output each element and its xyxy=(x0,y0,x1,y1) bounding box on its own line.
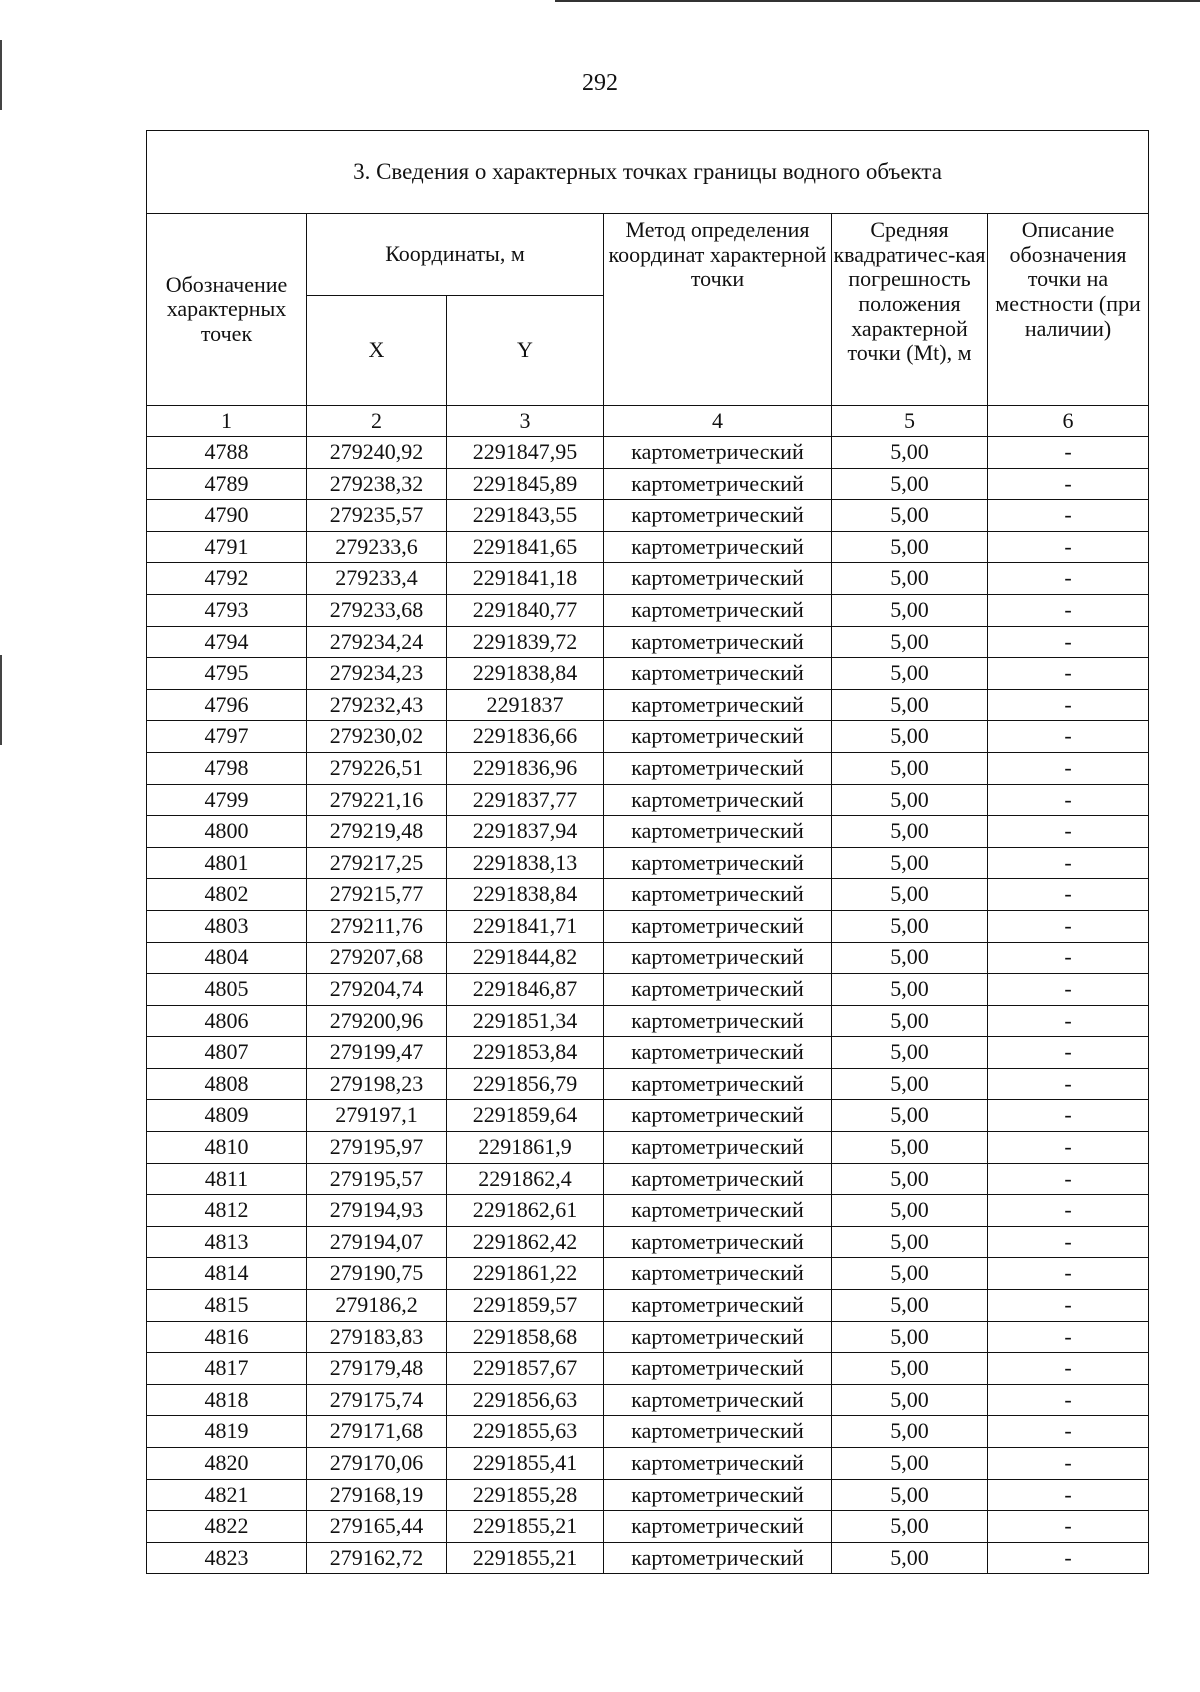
description-cell: - xyxy=(988,1353,1149,1385)
boundary-points-table xyxy=(146,130,1149,1574)
method-cell: картометрический xyxy=(604,468,832,500)
y-coordinate-cell: 2291853,84 xyxy=(447,1037,604,1069)
y-coordinate-cell: 2291862,42 xyxy=(447,1226,604,1258)
column-number: 1 xyxy=(147,406,307,437)
rms-error-cell: 5,00 xyxy=(832,1037,988,1069)
table-row xyxy=(147,531,1149,563)
x-coordinate-cell: 279198,23 xyxy=(307,1068,447,1100)
table-row xyxy=(147,563,1149,595)
rms-error-cell: 5,00 xyxy=(832,1448,988,1480)
header-x: X xyxy=(307,296,447,406)
description-cell: - xyxy=(988,500,1149,532)
x-coordinate-cell: 279217,25 xyxy=(307,847,447,879)
point-id-cell: 4800 xyxy=(147,816,307,848)
table-row xyxy=(147,1542,1149,1574)
x-coordinate-cell: 279233,68 xyxy=(307,594,447,626)
x-coordinate-cell: 279165,44 xyxy=(307,1511,447,1543)
page-number: 292 xyxy=(582,70,618,96)
table-row xyxy=(147,437,1149,469)
method-cell: картометрический xyxy=(604,1353,832,1385)
x-coordinate-cell: 279234,24 xyxy=(307,626,447,658)
rms-error-cell: 5,00 xyxy=(832,816,988,848)
x-coordinate-cell: 279233,4 xyxy=(307,563,447,595)
table-row xyxy=(147,1037,1149,1069)
rms-error-cell: 5,00 xyxy=(832,974,988,1006)
table-row xyxy=(147,1068,1149,1100)
table-row xyxy=(147,784,1149,816)
method-cell: картометрический xyxy=(604,974,832,1006)
rms-error-cell: 5,00 xyxy=(832,689,988,721)
header-rms-error: Средняя квадратичес-кая погрешность положения характерной точки (Mt), м xyxy=(832,214,988,406)
rms-error-cell: 5,00 xyxy=(832,1100,988,1132)
description-cell: - xyxy=(988,468,1149,500)
table-row xyxy=(147,1163,1149,1195)
description-cell: - xyxy=(988,1542,1149,1574)
rms-error-cell: 5,00 xyxy=(832,1416,988,1448)
description-cell: - xyxy=(988,1005,1149,1037)
rms-error-cell: 5,00 xyxy=(832,1132,988,1164)
point-id-cell: 4808 xyxy=(147,1068,307,1100)
y-coordinate-cell: 2291838,13 xyxy=(447,847,604,879)
x-coordinate-cell: 279179,48 xyxy=(307,1353,447,1385)
x-coordinate-cell: 279197,1 xyxy=(307,1100,447,1132)
point-id-cell: 4797 xyxy=(147,721,307,753)
x-coordinate-cell: 279219,48 xyxy=(307,816,447,848)
y-coordinate-cell: 2291859,64 xyxy=(447,1100,604,1132)
rms-error-cell: 5,00 xyxy=(832,1068,988,1100)
method-cell: картометрический xyxy=(604,500,832,532)
point-id-cell: 4792 xyxy=(147,563,307,595)
rms-error-cell: 5,00 xyxy=(832,910,988,942)
point-id-cell: 4804 xyxy=(147,942,307,974)
table-row xyxy=(147,974,1149,1006)
table-row xyxy=(147,1290,1149,1322)
method-cell: картометрический xyxy=(604,1258,832,1290)
method-cell: картометрический xyxy=(604,689,832,721)
y-coordinate-cell: 2291856,79 xyxy=(447,1068,604,1100)
y-coordinate-cell: 2291858,68 xyxy=(447,1321,604,1353)
description-cell: - xyxy=(988,437,1149,469)
table-row xyxy=(147,1448,1149,1480)
method-cell: картометрический xyxy=(604,847,832,879)
rms-error-cell: 5,00 xyxy=(832,1542,988,1574)
method-cell: картометрический xyxy=(604,658,832,690)
column-number: 6 xyxy=(988,406,1149,437)
table-body xyxy=(147,437,1149,1574)
description-cell: - xyxy=(988,1321,1149,1353)
column-number: 5 xyxy=(832,406,988,437)
description-cell: - xyxy=(988,1163,1149,1195)
description-cell: - xyxy=(988,1258,1149,1290)
table-row xyxy=(147,752,1149,784)
point-id-cell: 4805 xyxy=(147,974,307,1006)
table-row xyxy=(147,594,1149,626)
description-cell: - xyxy=(988,658,1149,690)
rms-error-cell: 5,00 xyxy=(832,658,988,690)
description-cell: - xyxy=(988,1037,1149,1069)
point-id-cell: 4802 xyxy=(147,879,307,911)
description-cell: - xyxy=(988,594,1149,626)
table-row xyxy=(147,1511,1149,1543)
table-row xyxy=(147,689,1149,721)
table-row xyxy=(147,910,1149,942)
point-id-cell: 4791 xyxy=(147,531,307,563)
method-cell: картометрический xyxy=(604,1132,832,1164)
x-coordinate-cell: 279194,93 xyxy=(307,1195,447,1227)
x-coordinate-cell: 279171,68 xyxy=(307,1416,447,1448)
description-cell: - xyxy=(988,1226,1149,1258)
rms-error-cell: 5,00 xyxy=(832,563,988,595)
point-id-cell: 4819 xyxy=(147,1416,307,1448)
x-coordinate-cell: 279215,77 xyxy=(307,879,447,911)
x-coordinate-cell: 279234,23 xyxy=(307,658,447,690)
point-id-cell: 4799 xyxy=(147,784,307,816)
column-numbers-row xyxy=(147,406,1149,437)
point-id-cell: 4796 xyxy=(147,689,307,721)
scan-edge-left-lower xyxy=(0,655,2,745)
method-cell: картометрический xyxy=(604,1542,832,1574)
rms-error-cell: 5,00 xyxy=(832,531,988,563)
y-coordinate-cell: 2291856,63 xyxy=(447,1384,604,1416)
rms-error-cell: 5,00 xyxy=(832,1479,988,1511)
table-row xyxy=(147,1132,1149,1164)
x-coordinate-cell: 279232,43 xyxy=(307,689,447,721)
x-coordinate-cell: 279162,72 xyxy=(307,1542,447,1574)
x-coordinate-cell: 279221,16 xyxy=(307,784,447,816)
point-id-cell: 4806 xyxy=(147,1005,307,1037)
description-cell: - xyxy=(988,816,1149,848)
rms-error-cell: 5,00 xyxy=(832,437,988,469)
x-coordinate-cell: 279199,47 xyxy=(307,1037,447,1069)
y-coordinate-cell: 2291836,96 xyxy=(447,752,604,784)
column-number: 3 xyxy=(447,406,604,437)
description-cell: - xyxy=(988,721,1149,753)
x-coordinate-cell: 279175,74 xyxy=(307,1384,447,1416)
y-coordinate-cell: 2291862,4 xyxy=(447,1163,604,1195)
point-id-cell: 4813 xyxy=(147,1226,307,1258)
method-cell: картометрический xyxy=(604,784,832,816)
y-coordinate-cell: 2291855,21 xyxy=(447,1511,604,1543)
table-row xyxy=(147,500,1149,532)
x-coordinate-cell: 279233,6 xyxy=(307,531,447,563)
x-coordinate-cell: 279207,68 xyxy=(307,942,447,974)
y-coordinate-cell: 2291846,87 xyxy=(447,974,604,1006)
description-cell: - xyxy=(988,1511,1149,1543)
point-id-cell: 4820 xyxy=(147,1448,307,1480)
table-row xyxy=(147,847,1149,879)
method-cell: картометрический xyxy=(604,1321,832,1353)
point-id-cell: 4803 xyxy=(147,910,307,942)
y-coordinate-cell: 2291855,41 xyxy=(447,1448,604,1480)
description-cell: - xyxy=(988,563,1149,595)
point-id-cell: 4823 xyxy=(147,1542,307,1574)
method-cell: картометрический xyxy=(604,752,832,784)
y-coordinate-cell: 2291855,21 xyxy=(447,1542,604,1574)
y-coordinate-cell: 2291861,9 xyxy=(447,1132,604,1164)
rms-error-cell: 5,00 xyxy=(832,1290,988,1322)
x-coordinate-cell: 279186,2 xyxy=(307,1290,447,1322)
point-id-cell: 4814 xyxy=(147,1258,307,1290)
description-cell: - xyxy=(988,1384,1149,1416)
method-cell: картометрический xyxy=(604,437,832,469)
x-coordinate-cell: 279194,07 xyxy=(307,1226,447,1258)
method-cell: картометрический xyxy=(604,1163,832,1195)
x-coordinate-cell: 279195,57 xyxy=(307,1163,447,1195)
description-cell: - xyxy=(988,784,1149,816)
description-cell: - xyxy=(988,531,1149,563)
method-cell: картометрический xyxy=(604,1448,832,1480)
y-coordinate-cell: 2291843,55 xyxy=(447,500,604,532)
point-id-cell: 4795 xyxy=(147,658,307,690)
x-coordinate-cell: 279226,51 xyxy=(307,752,447,784)
description-cell: - xyxy=(988,1290,1149,1322)
y-coordinate-cell: 2291840,77 xyxy=(447,594,604,626)
point-id-cell: 4812 xyxy=(147,1195,307,1227)
point-id-cell: 4788 xyxy=(147,437,307,469)
method-cell: картометрический xyxy=(604,531,832,563)
description-cell: - xyxy=(988,910,1149,942)
x-coordinate-cell: 279190,75 xyxy=(307,1258,447,1290)
y-coordinate-cell: 2291847,95 xyxy=(447,437,604,469)
table-row xyxy=(147,1384,1149,1416)
table-row xyxy=(147,626,1149,658)
description-cell: - xyxy=(988,879,1149,911)
rms-error-cell: 5,00 xyxy=(832,752,988,784)
method-cell: картометрический xyxy=(604,1037,832,1069)
rms-error-cell: 5,00 xyxy=(832,847,988,879)
y-coordinate-cell: 2291838,84 xyxy=(447,658,604,690)
method-cell: картометрический xyxy=(604,1416,832,1448)
table-row xyxy=(147,1416,1149,1448)
x-coordinate-cell: 279200,96 xyxy=(307,1005,447,1037)
y-coordinate-cell: 2291838,84 xyxy=(447,879,604,911)
y-coordinate-cell: 2291841,71 xyxy=(447,910,604,942)
point-id-cell: 4815 xyxy=(147,1290,307,1322)
rms-error-cell: 5,00 xyxy=(832,1226,988,1258)
x-coordinate-cell: 279204,74 xyxy=(307,974,447,1006)
description-cell: - xyxy=(988,1132,1149,1164)
point-id-cell: 4789 xyxy=(147,468,307,500)
method-cell: картометрический xyxy=(604,721,832,753)
method-cell: картометрический xyxy=(604,1290,832,1322)
x-coordinate-cell: 279238,32 xyxy=(307,468,447,500)
x-coordinate-cell: 279230,02 xyxy=(307,721,447,753)
method-cell: картометрический xyxy=(604,1511,832,1543)
method-cell: картометрический xyxy=(604,1068,832,1100)
method-cell: картометрический xyxy=(604,816,832,848)
y-coordinate-cell: 2291839,72 xyxy=(447,626,604,658)
rms-error-cell: 5,00 xyxy=(832,1195,988,1227)
rms-error-cell: 5,00 xyxy=(832,1163,988,1195)
header-coordinates: Координаты, м xyxy=(307,214,604,296)
column-number: 4 xyxy=(604,406,832,437)
scan-edge-top xyxy=(555,0,1200,2)
table-row xyxy=(147,1479,1149,1511)
y-coordinate-cell: 2291837,94 xyxy=(447,816,604,848)
y-coordinate-cell: 2291851,34 xyxy=(447,1005,604,1037)
description-cell: - xyxy=(988,1448,1149,1480)
table-row xyxy=(147,1100,1149,1132)
table-row xyxy=(147,1321,1149,1353)
table-row xyxy=(147,942,1149,974)
column-number: 2 xyxy=(307,406,447,437)
y-coordinate-cell: 2291861,22 xyxy=(447,1258,604,1290)
rms-error-cell: 5,00 xyxy=(832,942,988,974)
point-id-cell: 4793 xyxy=(147,594,307,626)
rms-error-cell: 5,00 xyxy=(832,784,988,816)
method-cell: картометрический xyxy=(604,594,832,626)
point-id-cell: 4811 xyxy=(147,1163,307,1195)
point-id-cell: 4794 xyxy=(147,626,307,658)
y-coordinate-cell: 2291836,66 xyxy=(447,721,604,753)
table-row xyxy=(147,1353,1149,1385)
table-row xyxy=(147,1005,1149,1037)
rms-error-cell: 5,00 xyxy=(832,1511,988,1543)
description-cell: - xyxy=(988,1195,1149,1227)
y-coordinate-cell: 2291845,89 xyxy=(447,468,604,500)
method-cell: картометрический xyxy=(604,1005,832,1037)
table-row xyxy=(147,468,1149,500)
y-coordinate-cell: 2291841,65 xyxy=(447,531,604,563)
x-coordinate-cell: 279195,97 xyxy=(307,1132,447,1164)
y-coordinate-cell: 2291859,57 xyxy=(447,1290,604,1322)
method-cell: картометрический xyxy=(604,563,832,595)
point-id-cell: 4822 xyxy=(147,1511,307,1543)
description-cell: - xyxy=(988,1068,1149,1100)
y-coordinate-cell: 2291862,61 xyxy=(447,1195,604,1227)
method-cell: картометрический xyxy=(604,1226,832,1258)
rms-error-cell: 5,00 xyxy=(832,1384,988,1416)
description-cell: - xyxy=(988,847,1149,879)
rms-error-cell: 5,00 xyxy=(832,500,988,532)
table-row xyxy=(147,721,1149,753)
rms-error-cell: 5,00 xyxy=(832,468,988,500)
y-coordinate-cell: 2291844,82 xyxy=(447,942,604,974)
method-cell: картометрический xyxy=(604,942,832,974)
point-id-cell: 4821 xyxy=(147,1479,307,1511)
rms-error-cell: 5,00 xyxy=(832,1353,988,1385)
header-description: Описание обозначения точки на местности (при наличии) xyxy=(988,214,1149,406)
y-coordinate-cell: 2291837 xyxy=(447,689,604,721)
description-cell: - xyxy=(988,689,1149,721)
point-id-cell: 4818 xyxy=(147,1384,307,1416)
method-cell: картометрический xyxy=(604,1384,832,1416)
point-id-cell: 4790 xyxy=(147,500,307,532)
rms-error-cell: 5,00 xyxy=(832,1258,988,1290)
description-cell: - xyxy=(988,1100,1149,1132)
point-id-cell: 4810 xyxy=(147,1132,307,1164)
method-cell: картометрический xyxy=(604,1195,832,1227)
rms-error-cell: 5,00 xyxy=(832,1321,988,1353)
y-coordinate-cell: 2291855,63 xyxy=(447,1416,604,1448)
table-row xyxy=(147,1226,1149,1258)
method-cell: картометрический xyxy=(604,626,832,658)
method-cell: картометрический xyxy=(604,1100,832,1132)
x-coordinate-cell: 279235,57 xyxy=(307,500,447,532)
x-coordinate-cell: 279170,06 xyxy=(307,1448,447,1480)
rms-error-cell: 5,00 xyxy=(832,721,988,753)
point-id-cell: 4801 xyxy=(147,847,307,879)
x-coordinate-cell: 279211,76 xyxy=(307,910,447,942)
point-id-cell: 4817 xyxy=(147,1353,307,1385)
description-cell: - xyxy=(988,1416,1149,1448)
method-cell: картометрический xyxy=(604,910,832,942)
x-coordinate-cell: 279183,83 xyxy=(307,1321,447,1353)
point-id-cell: 4798 xyxy=(147,752,307,784)
point-id-cell: 4807 xyxy=(147,1037,307,1069)
description-cell: - xyxy=(988,974,1149,1006)
x-coordinate-cell: 279240,92 xyxy=(307,437,447,469)
header-designation: Обозначение характерных точек xyxy=(147,214,307,406)
table-row xyxy=(147,1258,1149,1290)
method-cell: картометрический xyxy=(604,1479,832,1511)
y-coordinate-cell: 2291841,18 xyxy=(447,563,604,595)
header-y: Y xyxy=(447,296,604,406)
rms-error-cell: 5,00 xyxy=(832,879,988,911)
table-row xyxy=(147,658,1149,690)
y-coordinate-cell: 2291837,77 xyxy=(447,784,604,816)
description-cell: - xyxy=(988,942,1149,974)
rms-error-cell: 5,00 xyxy=(832,626,988,658)
y-coordinate-cell: 2291855,28 xyxy=(447,1479,604,1511)
table-title: 3. Сведения о характерных точках границы водного объекта xyxy=(147,131,1149,214)
description-cell: - xyxy=(988,626,1149,658)
table-row xyxy=(147,879,1149,911)
table-row xyxy=(147,1195,1149,1227)
point-id-cell: 4816 xyxy=(147,1321,307,1353)
method-cell: картометрический xyxy=(604,879,832,911)
description-cell: - xyxy=(988,1479,1149,1511)
y-coordinate-cell: 2291857,67 xyxy=(447,1353,604,1385)
point-id-cell: 4809 xyxy=(147,1100,307,1132)
rms-error-cell: 5,00 xyxy=(832,594,988,626)
header-method: Метод определения координат характерной точки xyxy=(604,214,832,406)
rms-error-cell: 5,00 xyxy=(832,1005,988,1037)
x-coordinate-cell: 279168,19 xyxy=(307,1479,447,1511)
table-row xyxy=(147,816,1149,848)
description-cell: - xyxy=(988,752,1149,784)
